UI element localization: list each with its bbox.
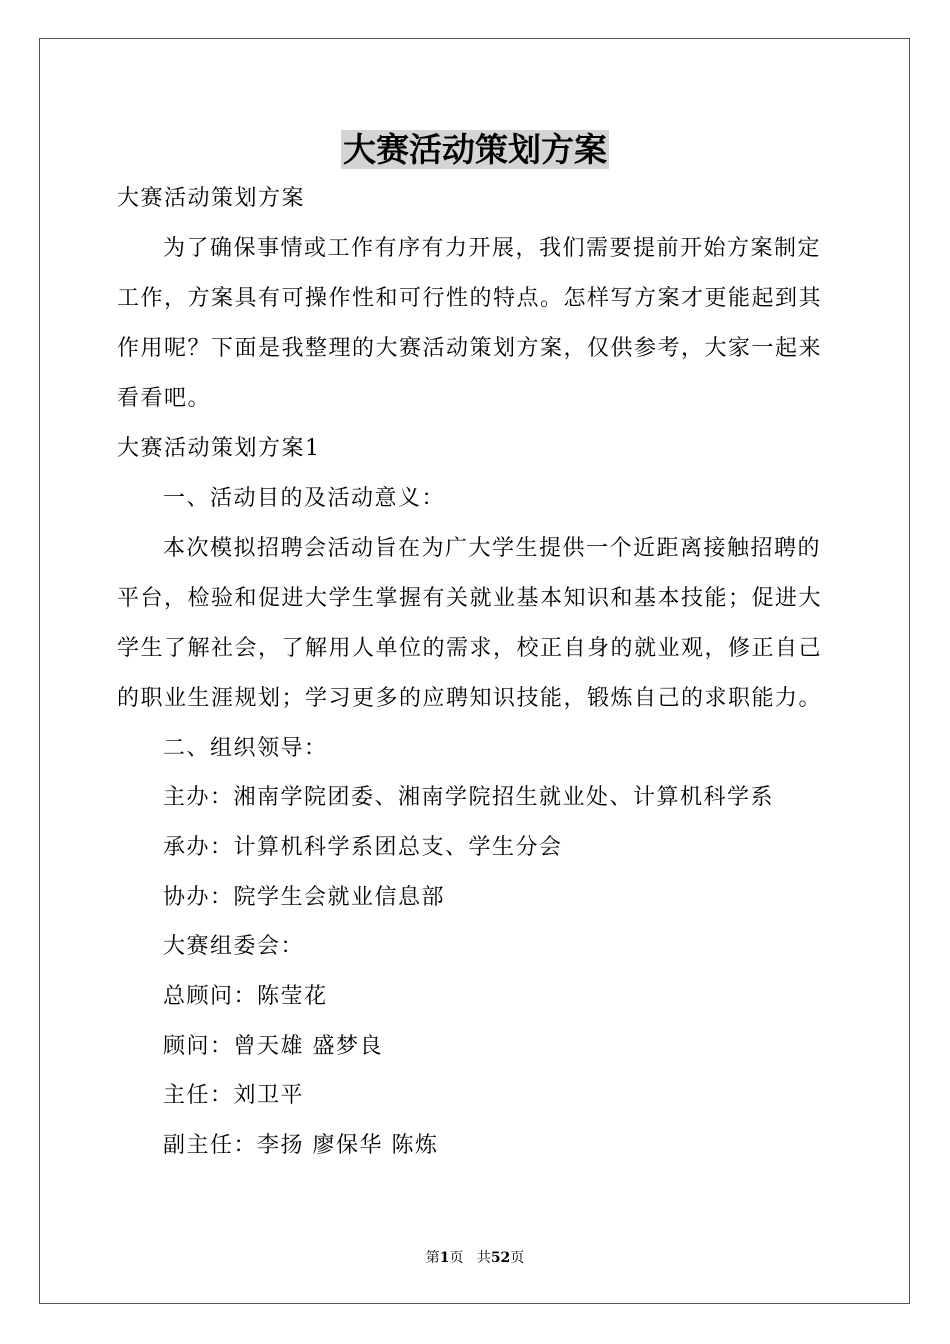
section-heading: 大赛活动策划方案1 bbox=[117, 436, 321, 461]
footer-page-prefix: 第 bbox=[425, 1250, 440, 1266]
part1-line: 学生了解社会，了解用人单位的需求，校正自身的就业观，修正自己 bbox=[117, 636, 823, 661]
intro-line: 看看吧。 bbox=[117, 386, 212, 411]
organizer-line: 顾问：曾天雄 盛梦良 bbox=[163, 1034, 383, 1059]
intro-line: 作用呢？下面是我整理的大赛活动策划方案，仅供参考，大家一起来 bbox=[117, 336, 823, 361]
organizer-line: 大赛组委会： bbox=[163, 934, 305, 959]
organizer-line: 协办：院学生会就业信息部 bbox=[163, 885, 446, 910]
footer-page-number: 1 bbox=[439, 1250, 450, 1266]
part1-heading: 一、活动目的及活动意义： bbox=[163, 486, 446, 511]
organizer-line: 总顾问：陈莹花 bbox=[163, 984, 328, 1009]
document-subtitle: 大赛活动策划方案 bbox=[117, 186, 306, 211]
intro-line: 为了确保事情或工作有序有力开展，我们需要提前开始方案制定 bbox=[163, 236, 822, 261]
page-footer bbox=[0, 1249, 950, 1267]
footer-page-suffix: 页 bbox=[449, 1250, 464, 1266]
part1-line: 的职业生涯规划；学习更多的应聘知识技能，锻炼自己的求职能力。 bbox=[117, 686, 823, 711]
page-border bbox=[39, 38, 910, 1304]
organizer-line: 副主任：李扬 廖保华 陈炼 bbox=[163, 1133, 439, 1158]
footer-total-prefix: 共 bbox=[476, 1250, 491, 1266]
part2-heading: 二、组织领导： bbox=[163, 736, 328, 761]
footer-total-pages: 52 bbox=[490, 1250, 511, 1266]
intro-line: 工作，方案具有可操作性和可行性的特点。怎样写方案才更能起到其 bbox=[117, 286, 823, 311]
part1-line: 本次模拟招聘会活动旨在为广大学生提供一个近距离接触招聘的 bbox=[163, 536, 822, 561]
part1-line: 平台，检验和促进大学生掌握有关就业基本知识和基本技能；促进大 bbox=[117, 586, 823, 611]
organizer-line: 承办：计算机科学系团总支、学生分会 bbox=[163, 835, 563, 860]
footer-total-suffix: 页 bbox=[510, 1250, 525, 1266]
organizer-line: 主办：湘南学院团委、湘南学院招生就业处、计算机科学系 bbox=[163, 785, 775, 810]
document-title-text: 大赛活动策划方案 bbox=[343, 130, 607, 169]
document-title bbox=[0, 128, 950, 172]
organizer-line: 主任：刘卫平 bbox=[163, 1083, 305, 1108]
